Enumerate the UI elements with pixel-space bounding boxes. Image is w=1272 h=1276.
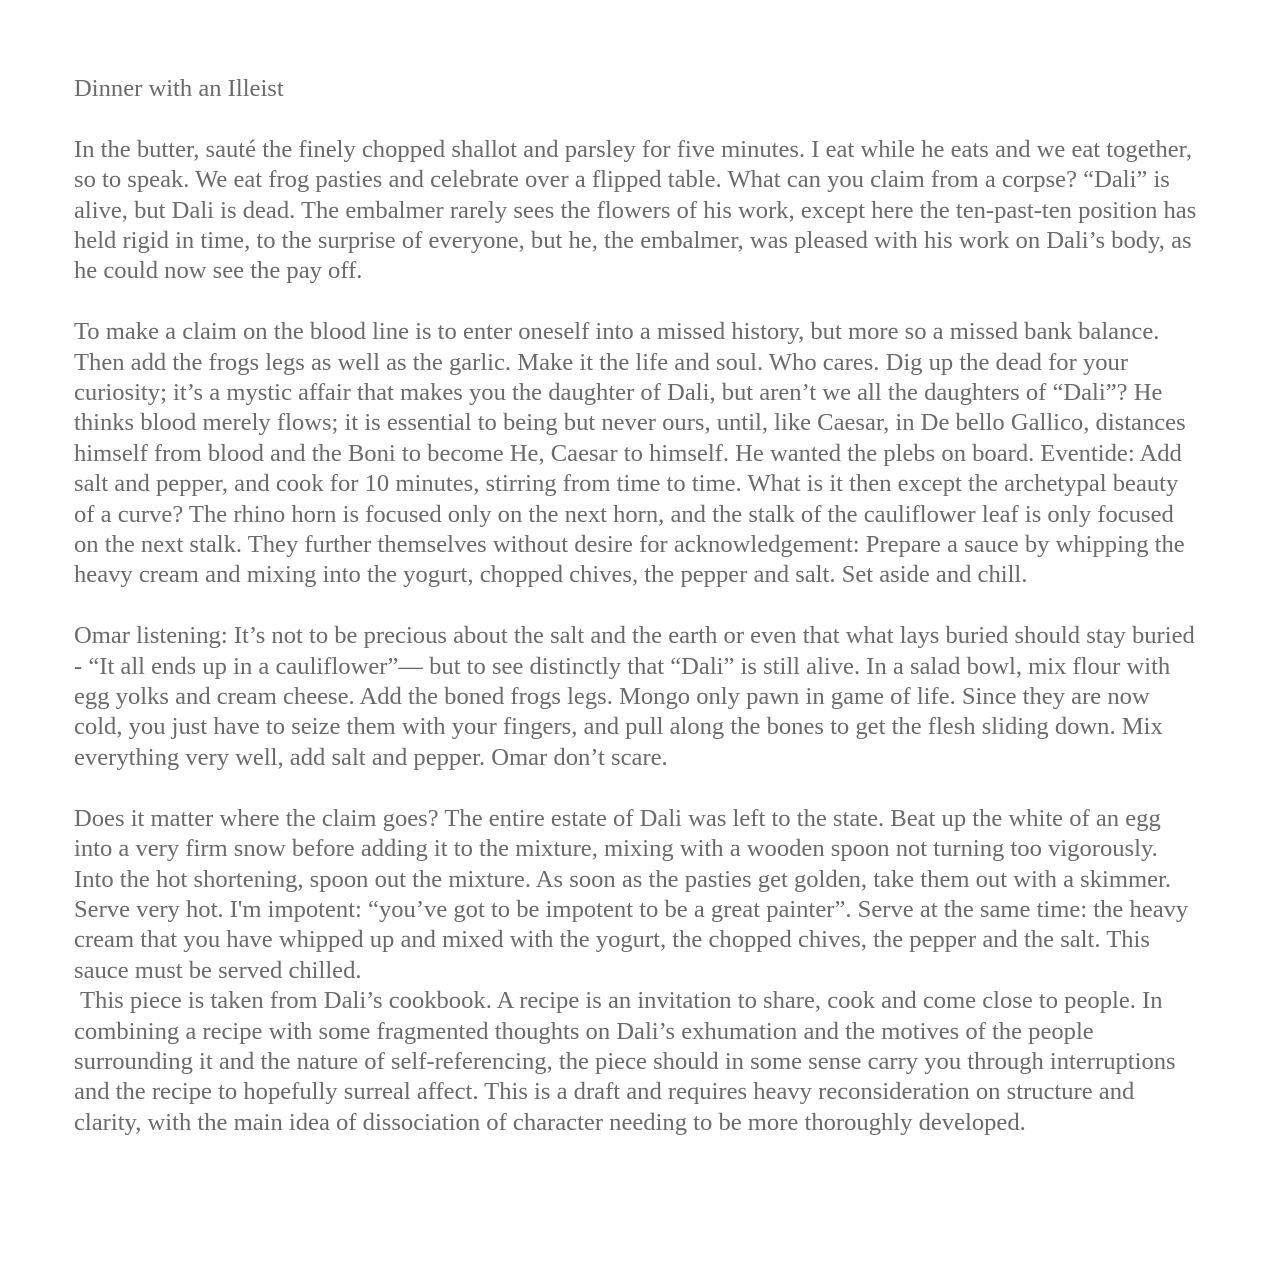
document-page — [74, 74, 1198, 1138]
paragraph-2: To make a claim on the blood line is to enter oneself into a missed history, but more so a missed bank balance. Then add the frogs legs as well as the garlic. Make it the life and soul. Who cares. Dig up the dead for your curiosity; it’s a mystic affair that makes you the daughter of Dali, but aren’t we all the daughters of “Dali”? He thinks blood merely flows; it is essential to being but never ours, until, like Caesar, in De bello Gallico, distances himself from blood and the Boni to become He, Caesar to himself. He wanted the plebs on board. Eventide: Add salt and pepper, and cook for 10 minutes, stirring from time to time. What is it then except the archetypal beauty of a curve? The rhino horn is focused only on the next horn, and the stalk of the cauliflower leaf is only focused on the next stalk. They further themselves without desire for acknowledgement: Prepare a sauce by whipping the heavy cream and mixing into the yogurt, chopped chives, the pepper and salt. Set aside and chill. — [74, 318, 1186, 589]
paragraph-4: Does it matter where the claim goes? The entire estate of Dali was left to the state. Beat up the white of an egg into a very firm snow before adding it to the mixture, mixing with a wooden spoon not turning too vigorously. Into the hot shortening, spoon out the mixture. As soon as the pasties get golden, take them out with a skimmer. Serve very hot. I'm impotent: “you’ve got to be impotent to be a great painter”. Serve at the same time: the heavy cream that you have whipped up and mixed with the yogurt, the chopped chives, the pepper and the salt. This sauce must be served chilled. — [74, 804, 1189, 984]
document-title: Dinner with an Illeist — [74, 75, 284, 102]
author-note-paragraph: This piece is taken from Dali’s cookbook. A recipe is an invitation to share, cook and come close to people. In combining a recipe with some fragmented thoughts on Dali’s exhumation and the motives of the people surrounding it and the nature of self-referencing, the piece should in some sense carry you through interruptions and the recipe to hopefully surreal affect. This is a draft and requires heavy reconsideration on structure and clarity, with the main idea of dissociation of character needing to be more thoroughly developed. — [74, 987, 1176, 1136]
paragraph-1: In the butter, sauté the finely chopped shallot and parsley for five minutes. I eat while he eats and we eat together, so to speak. We eat frog pasties and celebrate over a flipped table. What can you claim from a corpse? “Dali” is alive, but Dali is dead. The embalmer rarely sees the flowers of his work, except here the ten-past-ten position has held rigid in time, to the surprise of everyone, but he, the embalmer, was pleased with his work on Dali’s body, as he could now see the pay off. — [74, 135, 1197, 285]
paragraph-3: Omar listening: It’s not to be precious about the salt and the earth or even that what lays buried should stay buried - “It all ends up in a cauliflower”— but to see distinctly that “Dali” is still alive. In a salad bowl, mix flour with egg yolks and cream cheese. Add the boned frogs legs. Mongo only pawn in game of life. Since they are now cold, you just have to seize them with your fingers, and pull along the bones to get the flesh sliding down. Mix everything very well, add salt and pepper. Omar don’t scare. — [74, 622, 1195, 771]
